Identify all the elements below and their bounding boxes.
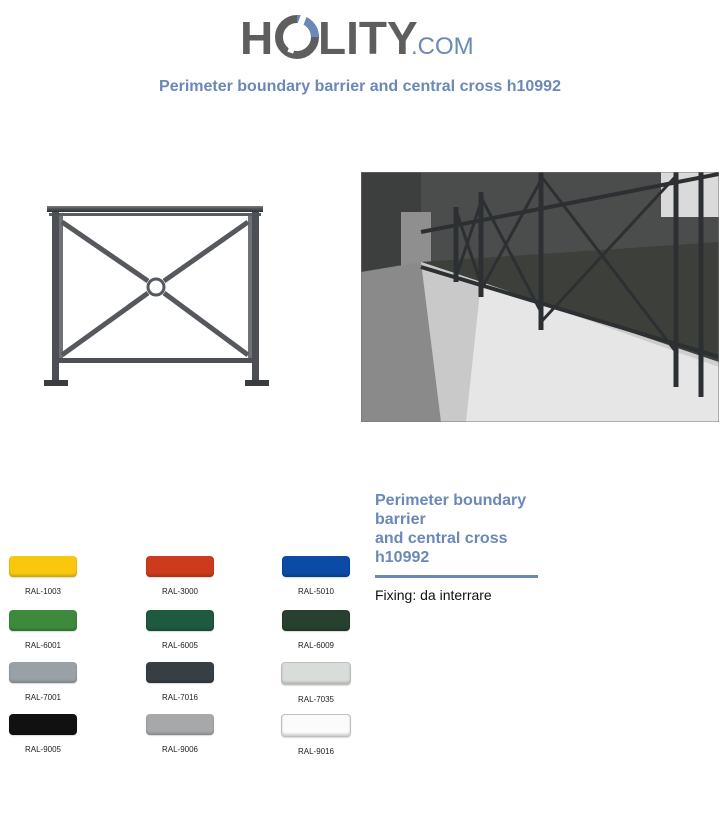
swatch-chip [9,662,77,683]
swatch-ral-6001 [5,610,81,650]
product-title-line: Perimeter boundary barrier [375,492,527,528]
swatch-label: RAL-1003 [24,587,62,596]
product-title-line: and central cross [375,530,508,547]
product-info [375,491,605,603]
swatch-chip [281,714,351,737]
swatch-ral-9016 [278,714,354,756]
swatch-chip [281,662,351,685]
swatch-chip [9,556,77,577]
product-title-line: h10992 [375,549,430,566]
swatch-ral-7016 [142,662,218,702]
holity-logo[interactable] [0,10,720,62]
swatch-label: RAL-7035 [297,695,335,704]
logo-suffix: .COM [411,33,474,60]
swatch-label: RAL-9005 [24,745,62,754]
swatch-label: RAL-6009 [297,641,335,650]
swatch-ral-9006 [142,714,218,754]
logo-svg [240,10,480,62]
swatch-label: RAL-9016 [297,747,335,756]
swatch-chip [146,610,214,631]
swatch-chip [282,610,350,631]
swatch-ral-1003 [5,556,81,596]
swatch-chip [146,662,214,683]
logo-o-icon [279,14,315,55]
swatch-chip [9,714,77,735]
swatch-label: RAL-6001 [24,641,62,650]
swatch-ral-6009 [278,610,354,650]
swatch-chip [146,714,214,735]
swatch-label: RAL-7001 [24,693,62,702]
product-drawing [40,200,275,397]
swatch-label: RAL-7016 [161,693,199,702]
swatch-ral-5010 [278,556,354,596]
swatch-chip [282,556,350,577]
swatch-chip [146,556,214,577]
logo-letters-lity: LITY [318,12,418,62]
swatch-ral-9005 [5,714,81,754]
swatch-ral-3000 [142,556,218,596]
swatch-chip [9,610,77,631]
swatch-label: RAL-5010 [297,587,335,596]
swatch-label: RAL-6005 [161,641,199,650]
product-title [375,491,538,578]
product-photo [361,172,719,427]
fixing-text: Fixing: da interrare [375,587,492,603]
page-title: Perimeter boundary barrier and central cross h10992 [159,78,561,95]
swatch-label: RAL-9006 [161,745,199,754]
swatch-label: RAL-3000 [161,587,199,596]
logo-letter-h: H [240,12,274,62]
swatch-ral-7035 [278,662,354,704]
swatch-ral-6005 [142,610,218,650]
swatch-ral-7001 [5,662,81,702]
